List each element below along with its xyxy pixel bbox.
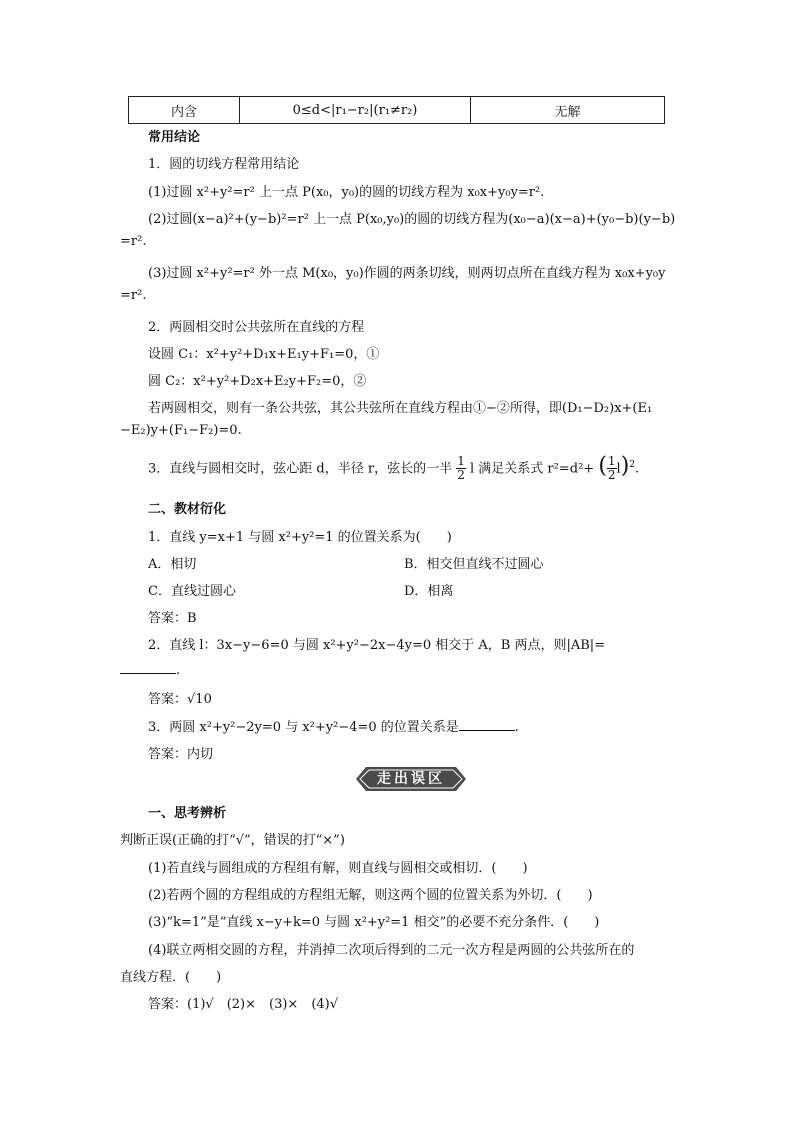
paren-close: ) xyxy=(620,453,630,479)
circle-c2-equation: 圆 C₂：x²+y²+D₂x+E₂y+F₂=0，② xyxy=(148,374,367,389)
section-heading-textbook: 二、教材衍化 xyxy=(148,502,227,517)
question-3-text: 3．两圆 x²+y²−2y=0 与 x²+y²−4=0 的位置关系是 xyxy=(148,720,459,735)
answer-2-value: √10 xyxy=(187,692,212,707)
topic-3-text-a: 3．直线与圆相交时，弦心距 d，半径 r，弦长的一半 xyxy=(148,461,453,477)
question-2: 2．直线 l：3x−y−6=0 与圆 x²+y²−2x−4y=0 相交于 A，B 两点，则|AB|= xyxy=(148,638,606,653)
fraction-numerator-2: 1 xyxy=(607,454,616,469)
section-heading-think: 一、思考辨析 xyxy=(148,806,227,821)
option-b: B．相交但直线不过圆心 xyxy=(404,557,544,572)
section-banner xyxy=(356,767,466,791)
fraction-denominator: 2 xyxy=(457,468,465,483)
topic-1-item-2-cont: =r². xyxy=(120,234,147,249)
option-a: A．相切 xyxy=(148,557,197,572)
answer-2-label: 答案： xyxy=(148,692,188,707)
summary-table xyxy=(128,96,665,124)
option-c: C．直线过圆心 xyxy=(148,584,236,599)
answer-blank xyxy=(120,661,176,674)
topic-1-item-1: (1)过圆 x²+y²=r² 上一点 P(x₀，y₀)的圆的切线方程为 x₀x+y₀y=r². xyxy=(148,185,545,200)
fraction-half xyxy=(456,455,466,482)
answer-blank-3 xyxy=(459,718,515,731)
judge-answers: 答案：(1)√ (2)× (3)× (4)√ xyxy=(148,997,339,1012)
table-cell-condition: 0≤d<|r₁−r₂|(r₁≠r₂) xyxy=(240,97,471,124)
table-cell-solution: 无解 xyxy=(471,97,665,124)
topic-3-text-c: l xyxy=(616,461,621,477)
banner-title: 走出误区 xyxy=(377,771,445,787)
fraction-denominator-2: 2 xyxy=(607,468,616,483)
circle-c1-equation: 设圆 C₁：x²+y²+D₁x+E₁y+F₁=0，① xyxy=(148,347,380,362)
topic-1-item-2: (2)过圆(x−a)²+(y−b)²=r² 上一点 P(x₀,y₀)的圆的切线方程为(x₀−a)(x−a)+(y₀−b)(y−b) xyxy=(148,212,676,227)
topic-3-line: 3．直线与圆相交时，弦心距 d，半径 r，弦长的一半 $\frac{1}{2}$ l 满足关系式 r²=d²+ ( $\frac{1}{2}$ l)$^2$. xyxy=(148,453,640,483)
judge-item-4-cont: 直线方程．( ) xyxy=(120,970,222,985)
section-heading-common: 常用结论 xyxy=(148,130,201,145)
judge-instruction: 判断正误(正确的打“√”，错误的打“×”) xyxy=(120,833,345,848)
topic-1-title: 1．圆的切线方程常用结论 xyxy=(148,157,300,172)
judge-item-4: (4)联立两相交圆的方程，并消掉二次项后得到的二元一次方程是两圆的公共弦所在的 xyxy=(148,943,635,958)
table-cell-relation: 内含 xyxy=(129,97,240,124)
common-chord-text: 若两圆相交，则有一条公共弦，其公共弦所在直线方程由①−②所得，即(D₁−D₂)x+(E₁ xyxy=(148,401,653,416)
paren-open: ( xyxy=(598,453,607,479)
table-row xyxy=(129,97,665,124)
answer-2 xyxy=(148,688,212,707)
topic-2-title: 2．两圆相交时公共弦所在直线的方程 xyxy=(148,320,365,335)
answer-3: 答案：内切 xyxy=(148,747,214,762)
topic-1-item-3-cont: =r². xyxy=(120,288,147,303)
judge-item-2: (2)若两个圆的方程组成的方程组无解，则这两个圆的位置关系为外切．( ) xyxy=(148,888,593,903)
option-d: D．相离 xyxy=(404,584,454,599)
fraction-half-2 xyxy=(607,455,617,482)
question-1: 1．直线 y=x+1 与圆 x²+y²=1 的位置关系为( ) xyxy=(148,530,452,545)
common-chord-text-cont: −E₂)y+(F₁−F₂)=0. xyxy=(120,423,242,438)
topic-1-item-3: (3)过圆 x²+y²=r² 外一点 M(x₀，y₀)作圆的两条切线，则两切点所在直线方程为 x₀x+y₀y xyxy=(148,266,666,281)
judge-item-1: (1)若直线与圆组成的方程组有解，则直线与圆相交或相切．( ) xyxy=(148,861,528,876)
topic-3-text-b: l 满足关系式 r²=d²+ xyxy=(470,461,595,477)
question-2-cont: . xyxy=(120,661,180,678)
answer-1: 答案：B xyxy=(148,611,197,626)
judge-item-3: (3)“k=1”是“直线 x−y+k=0 与圆 x²+y²=1 相交”的必要不充分条件．( ) xyxy=(148,915,600,930)
topic-3-text-d: . xyxy=(635,461,640,477)
question-3: 3．两圆 x²+y²−2y=0 与 x²+y²−4=0 的位置关系是 . xyxy=(148,720,519,735)
fraction-numerator: 1 xyxy=(457,454,465,469)
